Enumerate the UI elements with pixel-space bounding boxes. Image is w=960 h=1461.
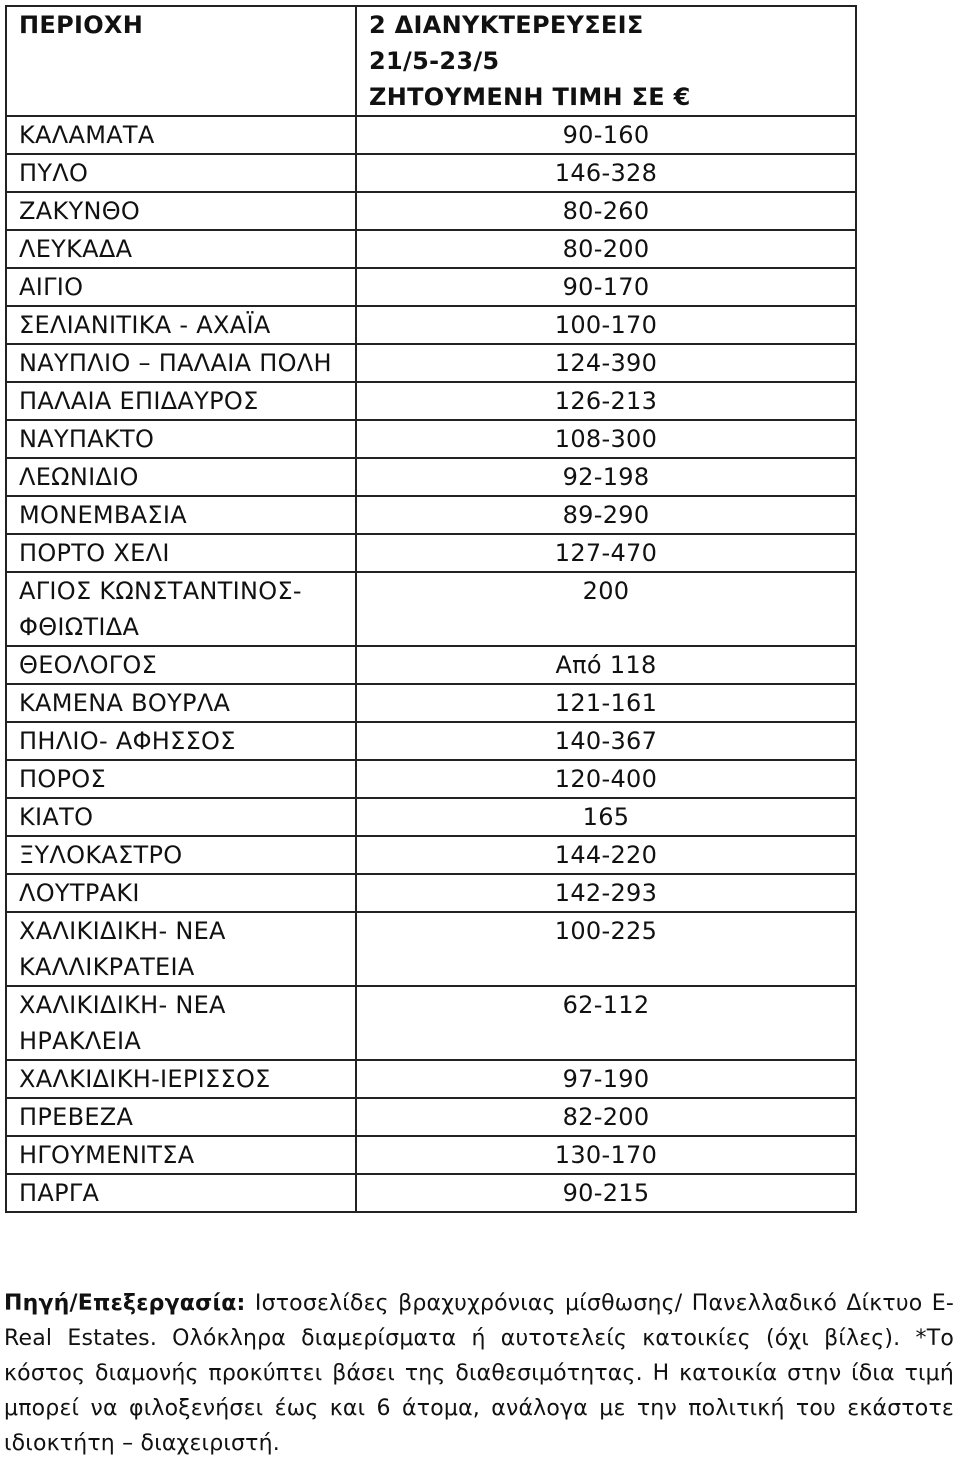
table-row xyxy=(6,684,856,722)
source-note-label: Πηγή/Επεξεργασία: xyxy=(4,1291,246,1316)
area-cell: ΘΕΟΛΟΓΟΣ xyxy=(6,646,356,684)
table-row xyxy=(6,1174,856,1212)
table-row xyxy=(6,646,856,684)
price-cell: Από 118 xyxy=(356,646,856,684)
table-row xyxy=(6,836,856,874)
price-cell: 146-328 xyxy=(356,154,856,192)
price-cell: 200 xyxy=(356,572,856,646)
area-cell: ΑΓΙΟΣ ΚΩΝΣΤΑΝΤΙΝΟΣ- ΦΘΙΩΤΙΔΑ xyxy=(6,572,356,646)
table-row xyxy=(6,382,856,420)
header-price-line: ΖΗΤΟΥΜΕΝΗ ΤΙΜΗ ΣΕ € xyxy=(369,83,691,111)
price-cell: 90-160 xyxy=(356,116,856,154)
table-row xyxy=(6,306,856,344)
price-cell: 124-390 xyxy=(356,344,856,382)
price-cell: 80-260 xyxy=(356,192,856,230)
table-row xyxy=(6,798,856,836)
price-table xyxy=(5,5,857,1213)
price-cell: 144-220 xyxy=(356,836,856,874)
area-cell: ΧΑΛΚΙΔΙΚΗ-ΙΕΡΙΣΣΟΣ xyxy=(6,1060,356,1098)
table-row xyxy=(6,572,856,646)
area-cell: ΖΑΚΥΝΘΟ xyxy=(6,192,356,230)
table-row xyxy=(6,1060,856,1098)
price-cell: 108-300 xyxy=(356,420,856,458)
price-cell: 97-190 xyxy=(356,1060,856,1098)
area-cell: ΚΑΜΕΝΑ ΒΟΥΡΛΑ xyxy=(6,684,356,722)
area-cell: ΑΙΓΙΟ xyxy=(6,268,356,306)
table-row xyxy=(6,534,856,572)
area-cell: ΠΗΛΙΟ- ΑΦΗΣΣΟΣ xyxy=(6,722,356,760)
area-cell: ΚΑΛΑΜΑΤΑ xyxy=(6,116,356,154)
area-cell: ΝΑΥΠΑΚΤΟ xyxy=(6,420,356,458)
price-cell: 89-290 xyxy=(356,496,856,534)
area-cell: ΜΟΝΕΜΒΑΣΙΑ xyxy=(6,496,356,534)
price-cell: 80-200 xyxy=(356,230,856,268)
table-row xyxy=(6,344,856,382)
area-cell: ΠΟΡΤΟ ΧΕΛΙ xyxy=(6,534,356,572)
header-price xyxy=(356,6,856,116)
price-cell: 92-198 xyxy=(356,458,856,496)
price-cell: 130-170 xyxy=(356,1136,856,1174)
area-cell: ΧΑΛΙΚΙΔΙΚΗ- ΝΕΑ ΚΑΛΛΙΚΡΑΤΕΙΑ xyxy=(6,912,356,986)
area-cell: ΠΑΛΑΙΑ ΕΠΙΔΑΥΡΟΣ xyxy=(6,382,356,420)
area-cell: ΛΟΥΤΡΑΚΙ xyxy=(6,874,356,912)
area-cell: ΠΥΛΟ xyxy=(6,154,356,192)
table-header-row xyxy=(6,6,856,116)
area-cell: ΛΕΩΝΙΔΙΟ xyxy=(6,458,356,496)
price-cell: 127-470 xyxy=(356,534,856,572)
price-cell: 140-367 xyxy=(356,722,856,760)
area-cell: ΞΥΛΟΚΑΣΤΡΟ xyxy=(6,836,356,874)
area-cell: ΝΑΥΠΛΙΟ – ΠΑΛΑΙΑ ΠΟΛΗ xyxy=(6,344,356,382)
area-cell: ΛΕΥΚΑΔΑ xyxy=(6,230,356,268)
area-cell: ΣΕΛΙΑΝΙΤΙΚΑ - ΑΧΑΪΑ xyxy=(6,306,356,344)
area-cell: ΠΑΡΓΑ xyxy=(6,1174,356,1212)
area-cell: ΚΙΑΤΟ xyxy=(6,798,356,836)
table-row xyxy=(6,874,856,912)
price-cell: 100-225 xyxy=(356,912,856,986)
price-cell: 165 xyxy=(356,798,856,836)
area-cell: ΠΟΡΟΣ xyxy=(6,760,356,798)
header-price-line: 21/5-23/5 xyxy=(369,47,500,75)
price-cell: 90-215 xyxy=(356,1174,856,1212)
table-row xyxy=(6,268,856,306)
table-row xyxy=(6,458,856,496)
table-row xyxy=(6,760,856,798)
source-note xyxy=(4,1286,954,1461)
table-row xyxy=(6,154,856,192)
table-row xyxy=(6,230,856,268)
area-cell: ΗΓΟΥΜΕΝΙΤΣΑ xyxy=(6,1136,356,1174)
table-row xyxy=(6,420,856,458)
table-row xyxy=(6,1136,856,1174)
price-cell: 90-170 xyxy=(356,268,856,306)
table-row xyxy=(6,496,856,534)
table-row xyxy=(6,116,856,154)
table-row xyxy=(6,986,856,1060)
area-cell: ΠΡΕΒΕΖΑ xyxy=(6,1098,356,1136)
price-cell: 126-213 xyxy=(356,382,856,420)
area-cell: ΧΑΛΙΚΙΔΙΚΗ- ΝΕΑ ΗΡΑΚΛΕΙΑ xyxy=(6,986,356,1060)
price-cell: 120-400 xyxy=(356,760,856,798)
price-cell: 142-293 xyxy=(356,874,856,912)
source-note-text: Ιστοσελίδες βραχυχρόνιας μίσθωσης/ Πανελλαδικό Δίκτυο E-Real Estates. Ολόκληρα διαμερίσματα ή αυτοτελείς κατοικίες (όχι βίλες). *Το κόστος διαμονής προκύπτει βάσει της διαθεσιμότητας. Η κατοικία στην ίδια τιμή μπορεί να φιλοξενήσει έως και 6 άτομα, ανάλογα με την πολιτική του εκάστοτε ιδιοκτήτη – διαχειριστή. xyxy=(4,1291,954,1456)
header-price-line: 2 ΔΙΑΝΥΚΤΕΡΕΥΣΕΙΣ xyxy=(369,11,644,39)
table-row xyxy=(6,1098,856,1136)
price-cell: 121-161 xyxy=(356,684,856,722)
header-area: ΠΕΡΙΟΧΗ xyxy=(6,6,356,116)
price-cell: 100-170 xyxy=(356,306,856,344)
price-cell: 62-112 xyxy=(356,986,856,1060)
table-row xyxy=(6,912,856,986)
table-row xyxy=(6,722,856,760)
table-row xyxy=(6,192,856,230)
price-cell: 82-200 xyxy=(356,1098,856,1136)
